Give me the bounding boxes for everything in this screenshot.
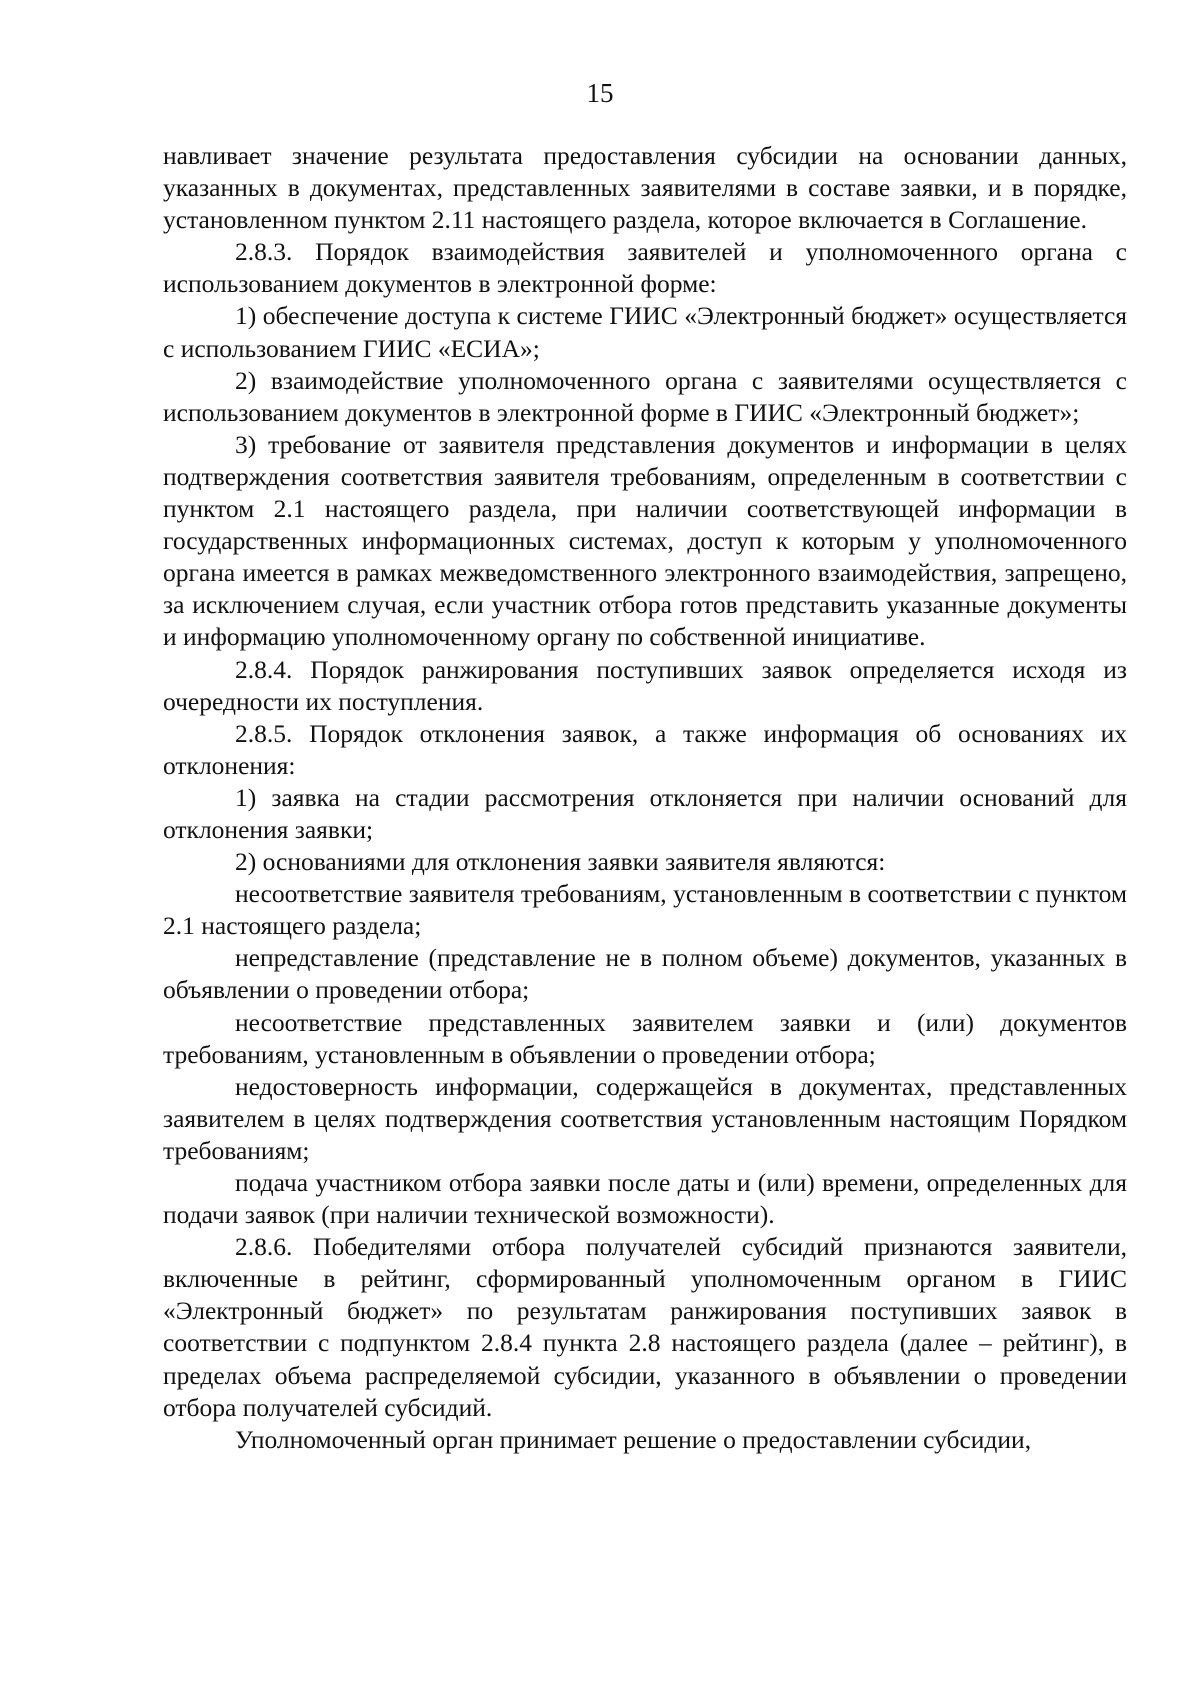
paragraph-2-8-5-item-2: 2) основаниями для отклонения заявки заявителя являются: [235, 847, 886, 877]
paragraph-decision: Уполномоченный орган принимает решение о предоставлении субсидии, [235, 1424, 1032, 1454]
paragraph-continuation: навливает значение результата предоставления субсидии на основании данных, указанных в документах, представленных заявителями в составе заявки, и в порядке, установленном пунктом 2.11 настоящего раздела, которое включается в Соглашение. [163, 141, 1127, 235]
paragraph-2-8-4: 2.8.4. Порядок ранжирования поступивших заявок определяется исходя из очередности их поступления. [163, 654, 1127, 716]
paragraph-2-8-3-item-3: 3) требование от заявителя представления документов и информации в целях подтверждения соответствия заявителя требованиям, определенным в соответствии с пунктом 2.1 настоящего раздела, при наличии соответствующей информации в государственных информационных системах, доступ к которым у уполномоченного органа имеется в рамках межведомственного электронного взаимодействия, запрещено, за исключением случая, если участник отбора готов представить указанные документы и информацию уполномоченному органу по собственной инициативе. [163, 429, 1127, 652]
rejection-ground-5: подача участником отбора заявки после даты и (или) времени, определенных для подачи заявок (при наличии технической возможности). [163, 1168, 1127, 1230]
paragraph-2-8-5: 2.8.5. Порядок отклонения заявок, а также информация об основаниях их отклонения: [163, 718, 1127, 780]
paragraph-2-8-3: 2.8.3. Порядок взаимодействия заявителей и уполномоченного органа с использованием документов в электронной форме: [163, 237, 1127, 299]
page-number: 15 [586, 78, 614, 108]
paragraph-2-8-6: 2.8.6. Победителями отбора получателей субсидий признаются заявители, включенные в рейтинг, сформированный уполномоченным органом в ГИИС «Электронный бюджет» по результатам ранжирования поступивших заявок в соответствии с подпунктом 2.8.4 пункта 2.8 настоящего раздела (далее – рейтинг), в пределах объема распределяемой субсидии, указанного в объявлении о проведении отбора получателей субсидий. [163, 1232, 1127, 1422]
paragraph-2-8-3-item-1: 1) обеспечение доступа к системе ГИИС «Электронный бюджет» осуществляется с использованием ГИИС «ЕСИА»; [163, 301, 1127, 363]
rejection-ground-4: недостоверность информации, содержащейся в документах, представленных заявителем в целях подтверждения соответствия установленным настоящим Порядком требованиям; [163, 1071, 1127, 1165]
document-body [163, 140, 1127, 1456]
paragraph-2-8-3-item-2: 2) взаимодействие уполномоченного органа с заявителями осуществляется с использованием документов в электронной форме в ГИИС «Электронный бюджет»; [163, 365, 1127, 427]
rejection-ground-3: несоответствие представленных заявителем заявки и (или) документов требованиям, установленным в объявлении о проведении отбора; [163, 1007, 1127, 1069]
rejection-ground-1: несоответствие заявителя требованиям, установленным в соответствии с пунктом 2.1 настоящего раздела; [163, 879, 1127, 941]
paragraph-2-8-5-item-1: 1) заявка на стадии рассмотрения отклоняется при наличии оснований для отклонения заявки; [163, 782, 1127, 844]
rejection-ground-2: непредставление (представление не в полном объеме) документов, указанных в объявлении о проведении отбора; [163, 943, 1127, 1005]
